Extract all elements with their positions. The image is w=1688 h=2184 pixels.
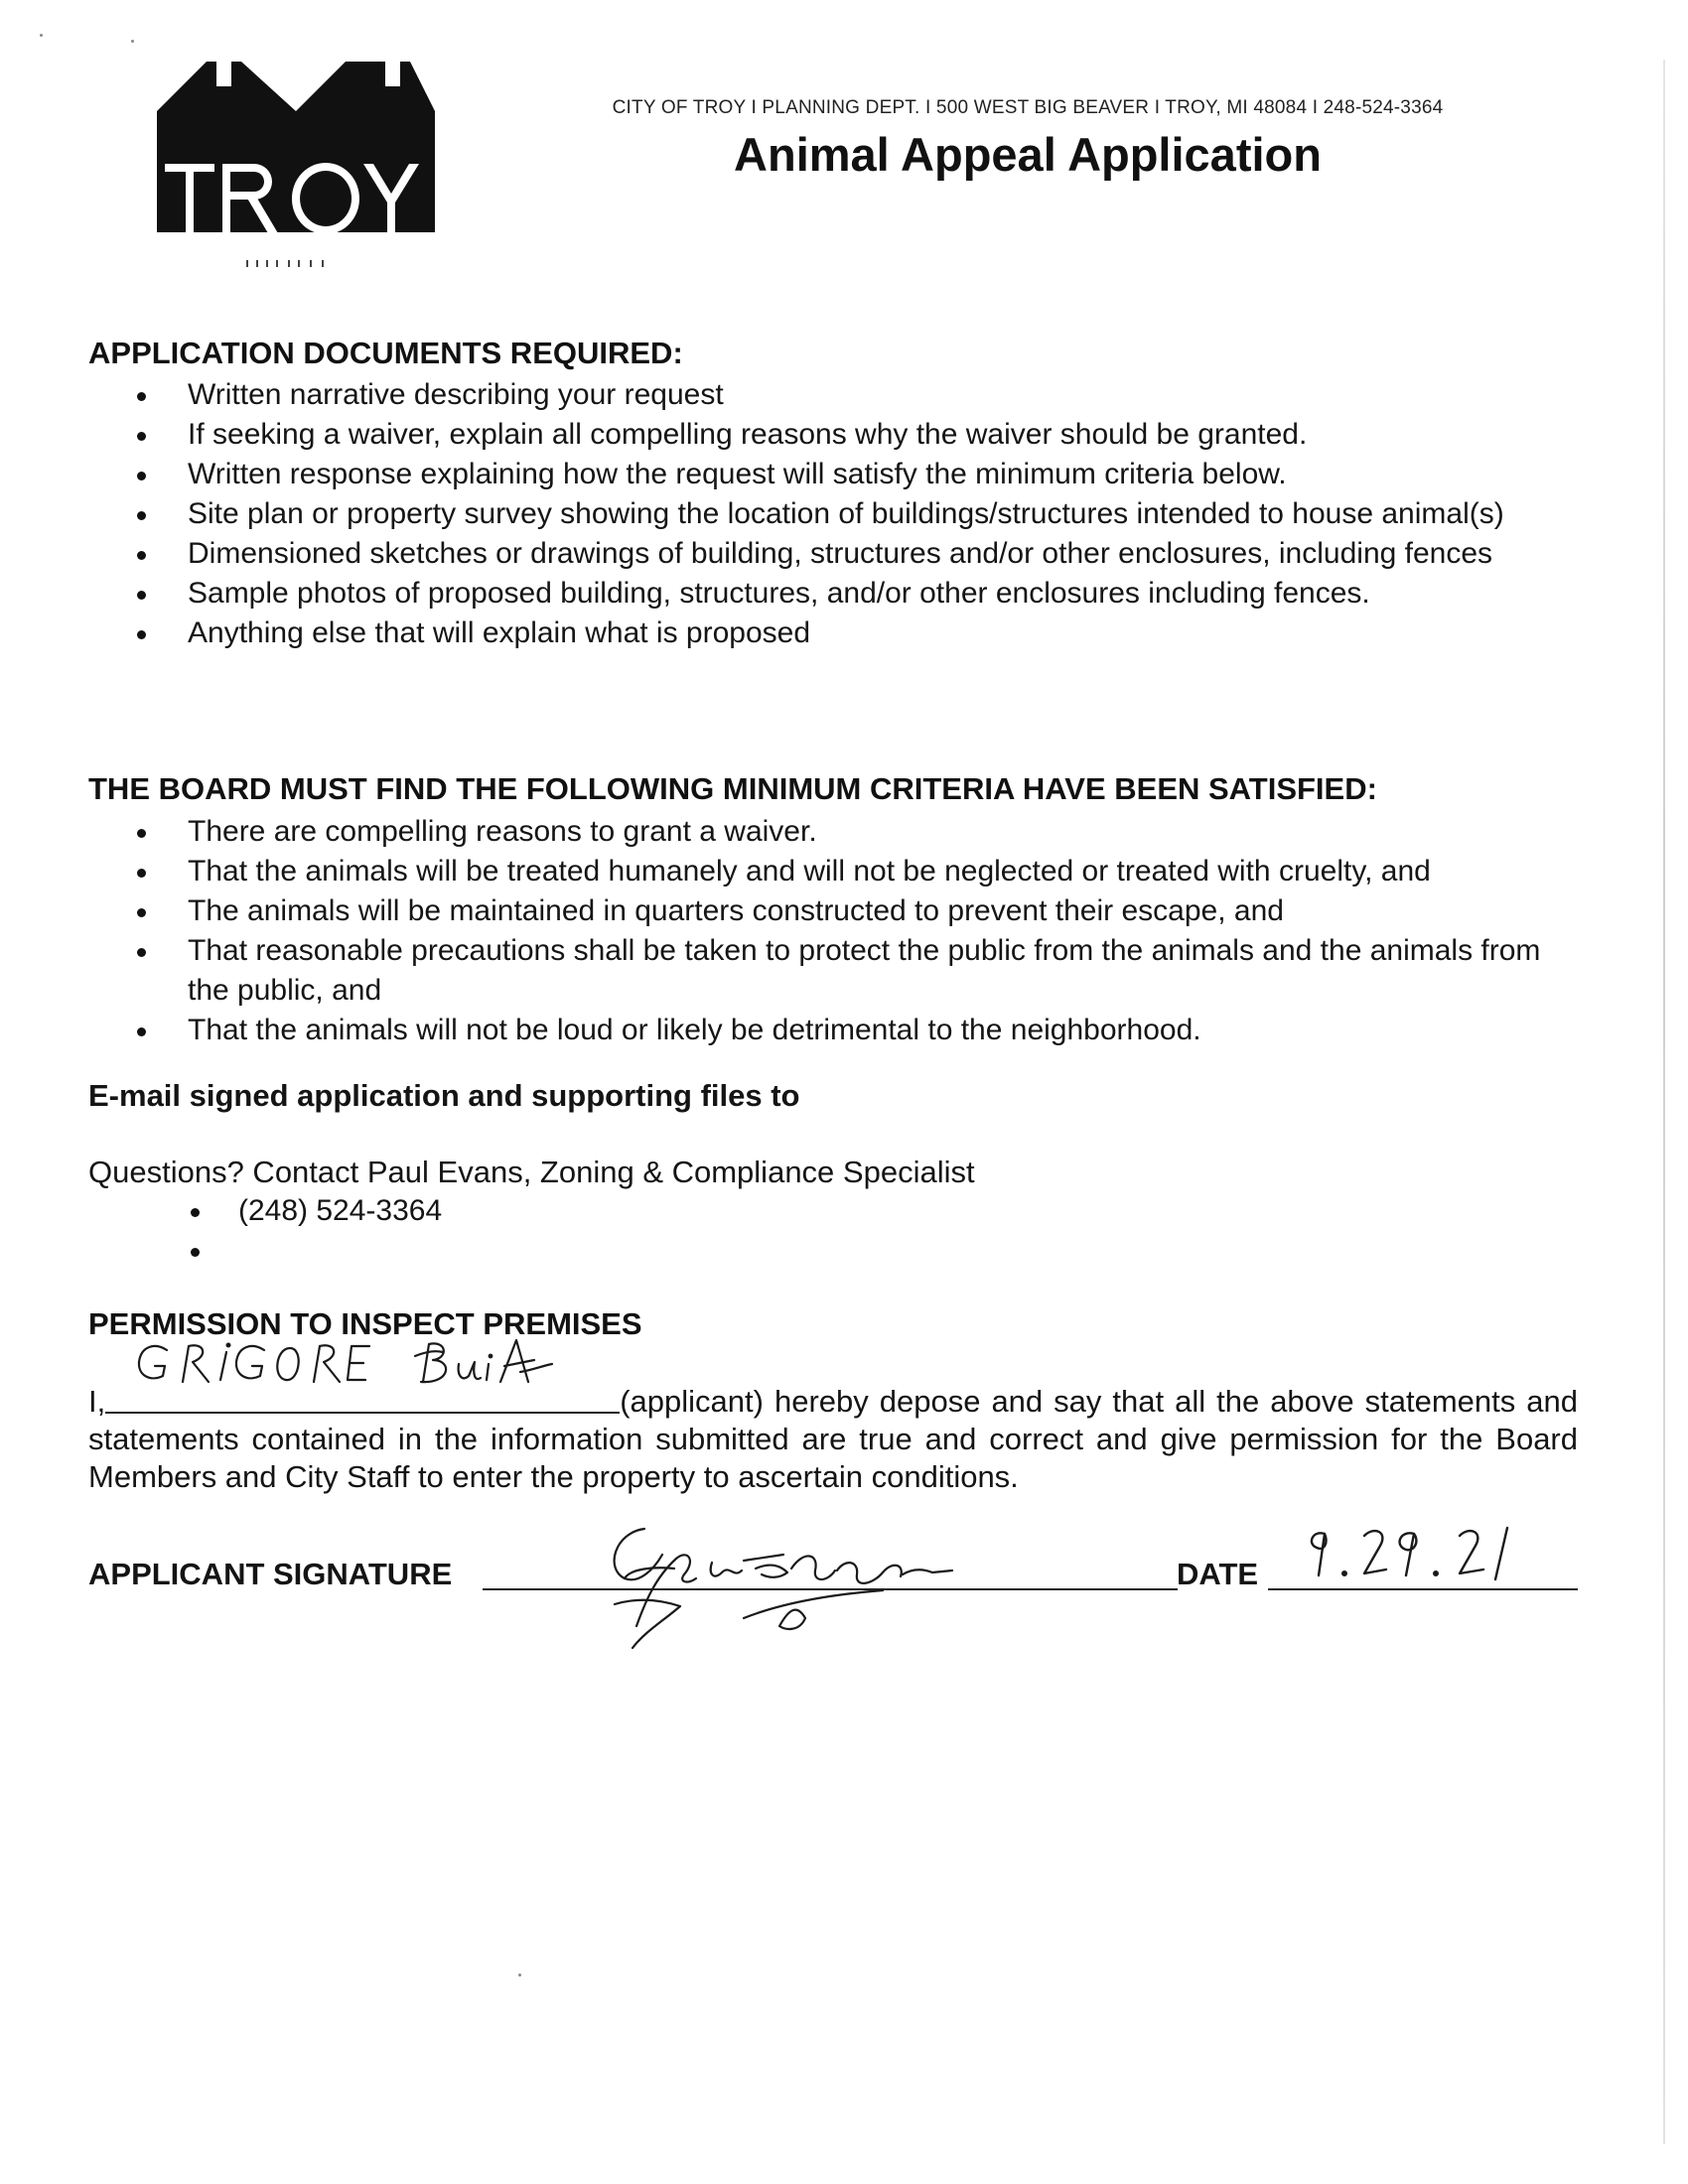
list-item-text: If seeking a waiver, explain all compelling reasons why the waiver should be granted. (188, 418, 1308, 451)
signature-row (88, 1549, 1578, 1591)
list-item-text: That the animals will be treated humanely and will not be neglected or treated with cruelty, and (188, 855, 1431, 887)
list-item-text: Written response explaining how the request will satisfy the minimum criteria below. (188, 458, 1287, 490)
contact-item-phone (0, 1191, 442, 1231)
list-item (0, 852, 1688, 891)
bullet-icon (137, 869, 146, 878)
permission-prefix: I, (88, 1384, 106, 1419)
list-item-text: Site plan or property survey showing the location of buildings/structures intended to house animal(s) (188, 497, 1504, 530)
list-item (0, 812, 1688, 852)
bullet-icon (137, 908, 146, 917)
permission-statement (88, 1380, 1578, 1496)
applicant-signature-label: APPLICANT SIGNATURE (88, 1557, 453, 1591)
contact-list (0, 1191, 442, 1271)
list-item (0, 455, 1688, 494)
questions-contact: Questions? Contact Paul Evans, Zoning & Compliance Specialist (88, 1155, 975, 1189)
list-item-text: There are compelling reasons to grant a waiver. (188, 815, 817, 848)
list-item-text: That the animals will not be loud or likely be detrimental to the neighborhood. (188, 1014, 1201, 1046)
bullet-icon (137, 630, 146, 639)
applicant-name-field (105, 1380, 620, 1414)
list-item (0, 891, 1688, 931)
bullet-icon (137, 392, 146, 401)
list-item (0, 1011, 1688, 1050)
scan-speck (40, 34, 43, 37)
documents-required-list (0, 375, 1688, 653)
list-item-text: Dimensioned sketches or drawings of building, structures and/or other enclosures, including fences (188, 537, 1493, 570)
permission-heading: PERMISSION TO INSPECT PREMISES (88, 1306, 642, 1341)
permission-body: (applicant) hereby depose and say that all the above statements and statements contained in the information submitted are true and correct and give permission for the Board Members and City Staff to enter the property to ascertain conditions. (88, 1384, 1578, 1494)
bullet-icon (137, 551, 146, 560)
phone-number: (248) 524-3364 (238, 1194, 443, 1227)
bullet-icon (137, 591, 146, 600)
email-instruction: E-mail signed application and supporting files to (88, 1078, 800, 1113)
handwritten-applicant-name (105, 1332, 620, 1402)
scan-edge-shadow (1663, 60, 1665, 2144)
list-item (0, 494, 1688, 534)
page-title: Animal Appeal Application (734, 128, 1322, 181)
scan-speck (518, 1974, 521, 1977)
bullet-icon (191, 1248, 200, 1257)
scan-speck (131, 40, 134, 43)
bullet-icon (191, 1208, 200, 1217)
bullet-icon (137, 829, 146, 838)
bullet-icon (137, 472, 146, 480)
list-item-text: Written narrative describing your request (188, 378, 724, 411)
list-item (0, 375, 1688, 415)
date-label: DATE (1177, 1557, 1259, 1591)
bullet-icon (137, 432, 146, 441)
bullet-icon (137, 1027, 146, 1036)
handwritten-signature (585, 1509, 1181, 1658)
list-item (0, 574, 1688, 614)
bullet-icon (137, 948, 146, 957)
list-item (0, 534, 1688, 574)
criteria-list (0, 812, 1688, 1050)
list-item-text: That reasonable precautions shall be taken to protect the public from the animals and the animals from the public, and (188, 934, 1541, 1007)
list-item-text: The animals will be maintained in quarters constructed to prevent their escape, and (188, 894, 1284, 927)
troy-logo (157, 62, 435, 275)
department-contact-line: CITY OF TROY I PLANNING DEPT. I 500 WEST BIG BEAVER I TROY, MI 48084 I 248-524-3364 (612, 97, 1444, 118)
contact-item-empty (0, 1231, 442, 1271)
list-item (0, 931, 1688, 1011)
list-item-text: Anything else that will explain what is proposed (188, 616, 811, 649)
handwritten-date (1295, 1514, 1573, 1593)
list-item (0, 614, 1688, 653)
documents-required-heading: APPLICATION DOCUMENTS REQUIRED: (88, 336, 683, 370)
criteria-heading: THE BOARD MUST FIND THE FOLLOWING MINIMUM CRITERIA HAVE BEEN SATISFIED: (88, 771, 1377, 806)
bullet-icon (137, 511, 146, 520)
list-item (0, 415, 1688, 455)
list-item-text: Sample photos of proposed building, structures, and/or other enclosures including fences. (188, 577, 1370, 610)
